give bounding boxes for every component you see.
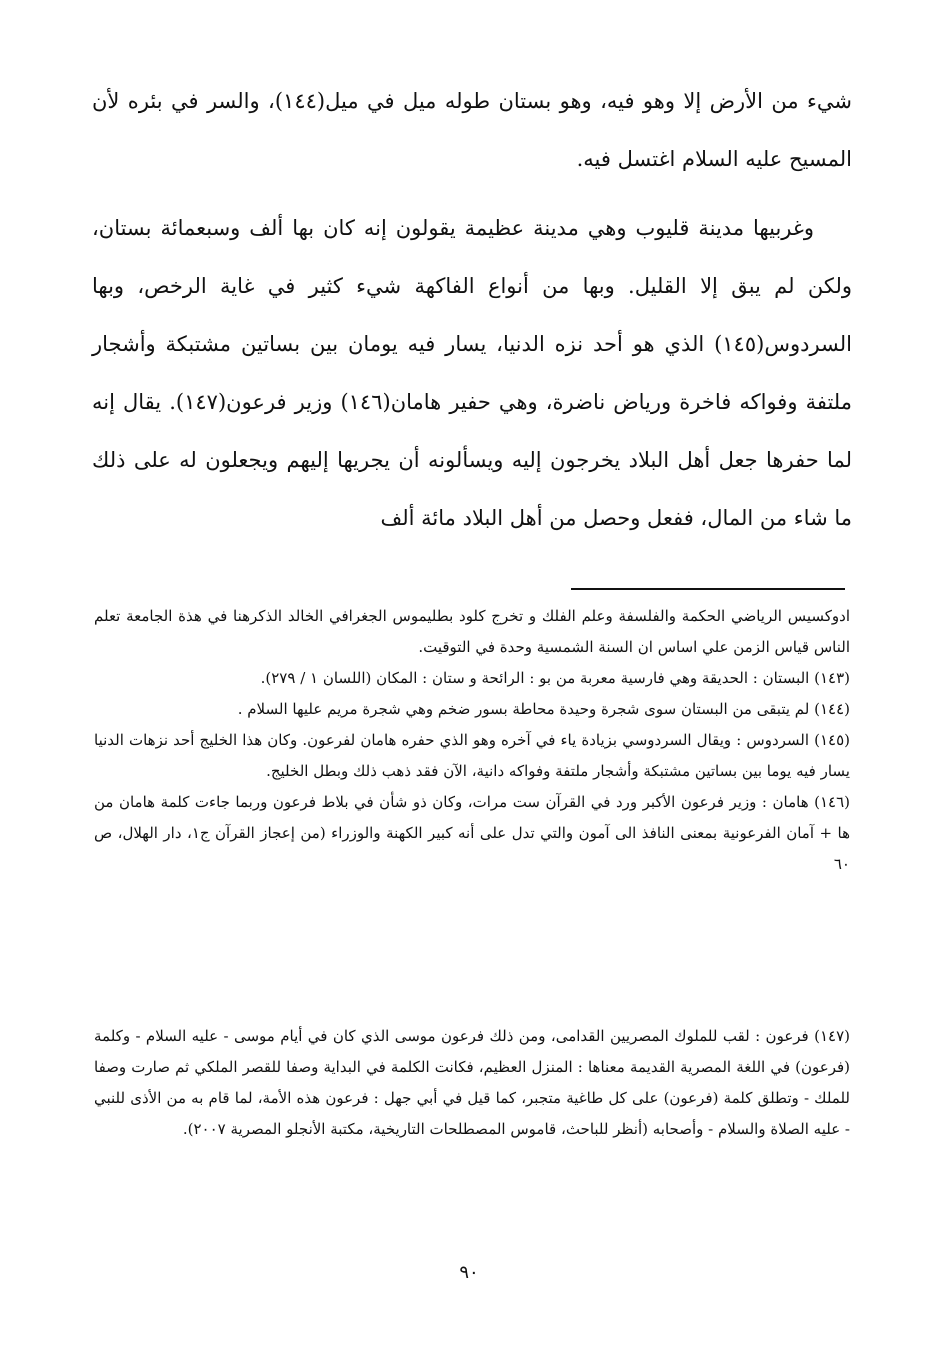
footnotes-block <box>94 601 850 880</box>
footnote-145: (١٤٥) السردوس : ويقال السردوسي بزيادة ياء في آخره وهو الذي حفره هامان لفرعون. وكان هذا الخليج أحد نزهات الدنيا يسار فيه يوما بين بساتين مشتبكة وأشجار ملتفة وفواكه دانية، الآن فقد ذهب ذلك وبطل الخليج. <box>94 731 850 780</box>
footnote-continuation: ادوكسيس الرياضي الحكمة والفلسفة وعلم الفلك و تخرج كلود بطليموس الجغرافي الخالد الذكرهنا في هذة الجامعة تعلم الناس قياس الزمن علي اساس ان السنة الشمسية وحدة في التوقيت. <box>94 607 850 656</box>
footnote-143: (١٤٣) البستان : الحديقة وهي فارسية معربة من بو : الرائحة و ستان : المكان (اللسان ١ / ٢٧٩). <box>260 669 850 687</box>
footnote-144: (١٤٤) لم يتبقى من البستان سوى شجرة وحيدة محاطة بسور ضخم وهي شجرة مريم عليها السلام . <box>237 700 850 718</box>
footnote-separator <box>571 588 845 590</box>
footnote-146: (١٤٦) هامان : وزير فرعون الأكبر ورد في القرآن ست مرات، وكان ذو شأن في بلاط فرعون وربما جاءت كلمة هامان من ها + آمان الفرعونية بمعنى النافذ الى آمون والتي تدل على أنه كبير الكهنة والوزراء (من إعجاز القرآن ج١، دار الهلال، ص ٦٠ <box>94 793 850 873</box>
body-paragraph-2: وغربيها مدينة قليوب وهي مدينة عظيمة يقولون إنه كان بها ألف وسبعمائة بستان، ولكن لم يبق إلا القليل. وبها من أنواع الفاكهة شيء كثير في غاية الرخص، وبها السردوس(١٤٥) الذي هو أحد نزه الدنيا، يسار فيه يومان بين بساتين مشتبكة وأشجار ملتفة وفواكه فاخرة ورياض ناضرة، وهي حفير هامان(١٤٦) وزير فرعون(١٤٧). يقال إنه لما حفرها جعل أهل البلاد يخرجون إليه ويسألونه أن يجريها إليهم ويجعلون له على ذلك ما شاء من المال، ففعل وحصل من أهل البلاد مائة ألف <box>92 216 852 530</box>
footnotes-block-2 <box>94 1021 850 1145</box>
page-number: ٩٠ <box>459 1262 479 1283</box>
body-paragraph-1: شيء من الأرض إلا وهو فيه، وهو بستان طوله ميل في ميل(١٤٤)، والسر في بئره لأن المسيح عليه السلام اغتسل فيه. <box>92 89 853 171</box>
footnote-147: (١٤٧) فرعون : لقب للملوك المصريين القدامى، ومن ذلك فرعون موسى الذي كان في أيام موسى - عليه السلام - وكلمة (فرعون) في اللغة المصرية القديمة معناها : المنزل العظيم، فكانت الكلمة في البداية وصفا للقصر الملكي ثم صارت وصفا للملك - وتطلق كلمة (فرعون) على كل طاغية متجبر، كما قيل في أبي جهل : فرعون هذه الأمة، لما قام به من الأذى للنبي - عليه الصلاة والسلام - وأصحابه (أنظر للباحث، قاموس المصطلحات التاريخية، مكتبة الأنجلو المصرية ٢٠٠٧). <box>94 1027 850 1138</box>
